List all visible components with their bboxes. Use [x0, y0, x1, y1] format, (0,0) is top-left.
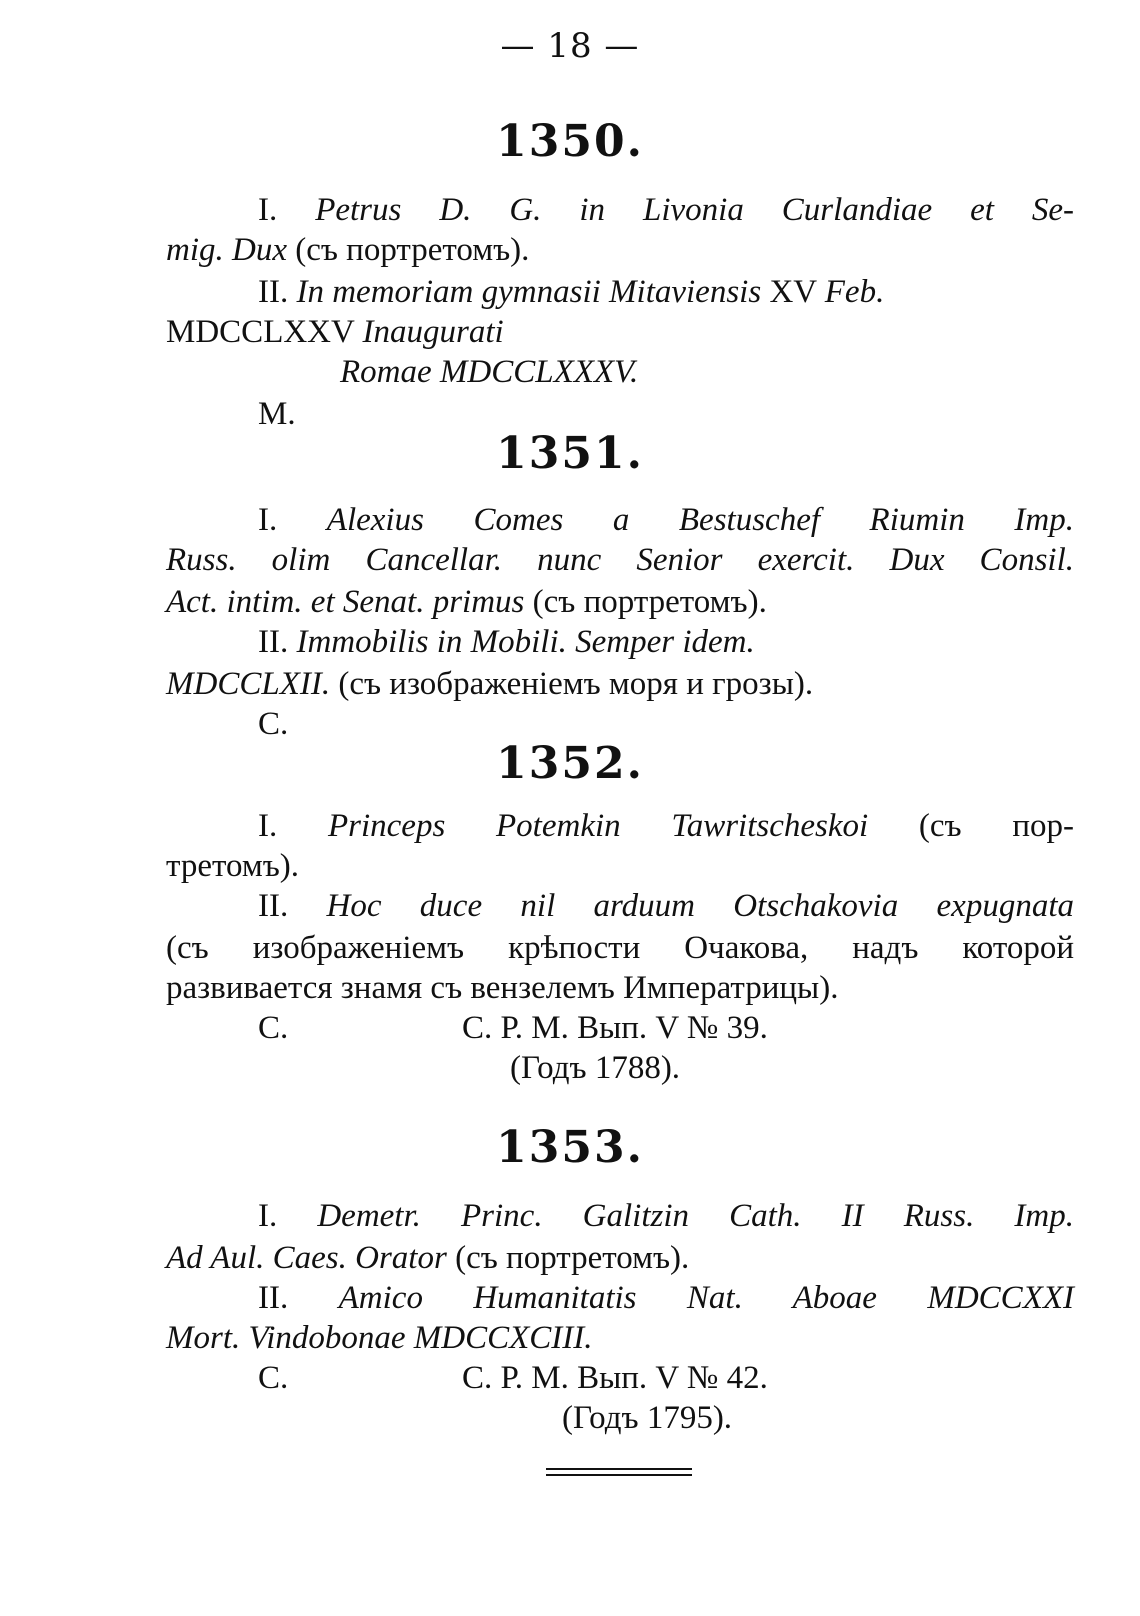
entry-1350-line-6: M.: [258, 396, 296, 432]
entry-1350-line-2: mig. Dux (съ портретомъ).: [166, 232, 530, 268]
entry-1351-line-6: C.: [258, 706, 289, 742]
closing-rule-bottom: [546, 1474, 692, 1476]
entry-heading-1352: 1352.: [496, 738, 644, 789]
entry-heading-1350: 1350.: [496, 116, 644, 167]
entry-1352-line-4: (съ изображеніемъ крѣпости Очакова, надъ которой: [166, 930, 1074, 966]
entry-1353-line-4: Mort. Vindobonae MDCCXCIII.: [166, 1320, 593, 1356]
entry-1350-line-1: I. Petrus D. G. in Livonia Curlandiae et Se-: [258, 192, 1074, 228]
entry-1352-line-5: развивается знамя съ вензелемъ Императрицы).: [166, 970, 839, 1006]
closing-rule-top: [546, 1468, 692, 1470]
entry-1351-line-2: Russ. olim Cancellar. nunc Senior exercit. Dux Consil.: [166, 542, 1074, 578]
entry-1352-collection: C.: [258, 1010, 289, 1046]
entry-1353-year: (Годъ 1795).: [562, 1400, 733, 1436]
entry-1350-line-5: Romae MDCCLXXXV.: [340, 354, 639, 390]
entry-1352-reference: С. Р. М. Вып. V № 39.: [462, 1010, 768, 1046]
entry-1352-line-2: третомъ).: [166, 848, 300, 884]
page-number: — 18 —: [500, 26, 640, 66]
entry-1351-line-5: MDCCLXII. (съ изображеніемъ моря и грозы).: [166, 666, 814, 702]
entry-1353-line-2: Ad Aul. Caes. Orator (съ портретомъ).: [166, 1240, 690, 1276]
entry-heading-1353: 1353.: [496, 1122, 644, 1173]
entry-1353-collection: C.: [258, 1360, 289, 1396]
entry-1351-line-1: I. Alexius Comes a Bestuschef Riumin Imp.: [258, 502, 1074, 538]
entry-1352-line-1: I. Princeps Potemkin Tawritscheskoi (съ пор-: [258, 808, 1074, 844]
entry-1353-line-3: II. Amico Humanitatis Nat. Aboae MDCCXXI: [258, 1280, 1074, 1316]
entry-1350-line-3: II. In memoriam gymnasii Mitaviensis XV Feb.: [258, 274, 885, 310]
entry-1350-line-4: MDCCLXXV Inaugurati: [166, 314, 504, 350]
entry-1352-year: (Годъ 1788).: [510, 1050, 681, 1086]
entry-heading-1351: 1351.: [496, 428, 644, 479]
entry-1352-line-3: II. Hoc duce nil arduum Otschakovia expugnata: [258, 888, 1074, 924]
entry-1351-line-4: II. Immobilis in Mobili. Semper idem.: [258, 624, 755, 660]
entry-1353-reference: С. Р. М. Вып. V № 42.: [462, 1360, 768, 1396]
entry-1351-line-3: Act. intim. et Senat. primus (съ портретомъ).: [166, 584, 767, 620]
entry-1353-line-1: I. Demetr. Princ. Galitzin Cath. II Russ. Imp.: [258, 1198, 1074, 1234]
